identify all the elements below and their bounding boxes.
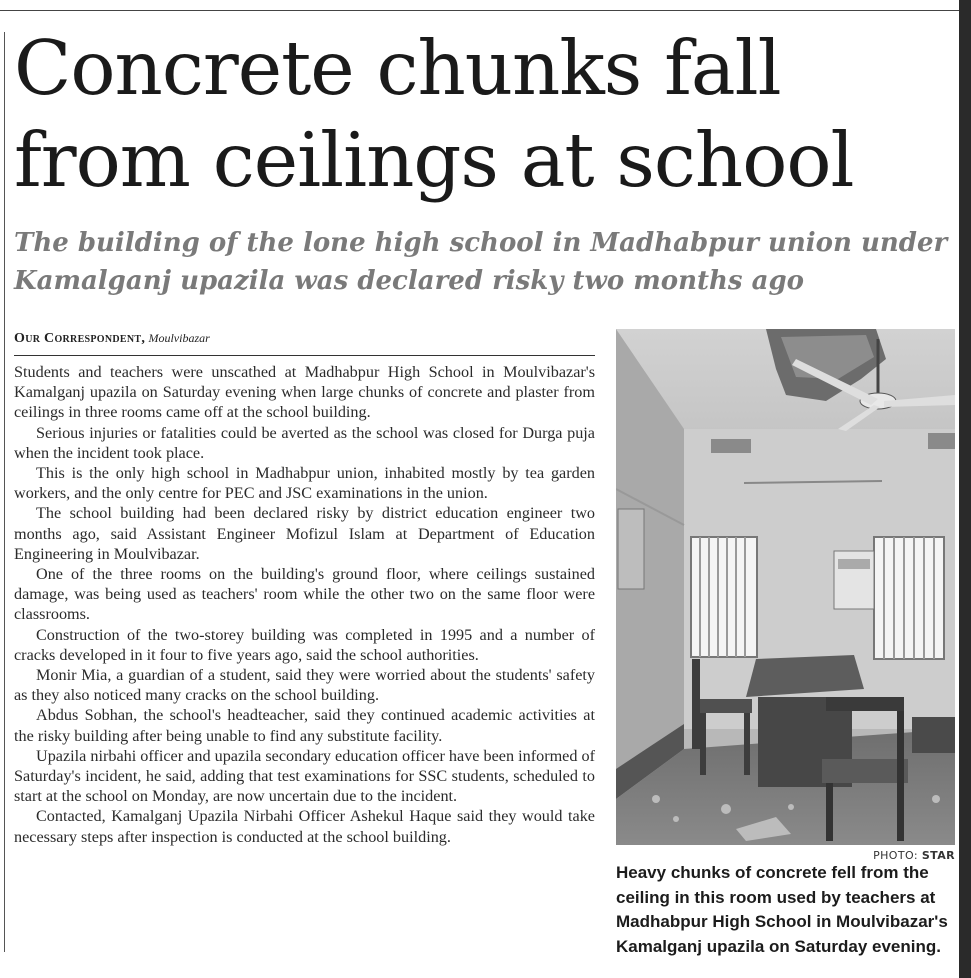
subheadline: The building of the lone high school in Madhabpur union under Kamalganj upazila was declared risky two months ago: [14, 228, 948, 296]
article-paragraph: Upazila nirbahi officer and upazila secondary education officer have been informed of Saturday's incident, he said, adding that test examinations for SSC students, scheduled to start at the school on Monday, are now uncertain due to the incident.: [14, 746, 595, 806]
article-paragraph: Contacted, Kamalganj Upazila Nirbahi Officer Ashekul Haque said they would take necessary steps after inspection is conducted at the school building.: [14, 807, 595, 846]
photo-credit-label: PHOTO:: [873, 849, 918, 862]
article-paragraph: Abdus Sobhan, the school's headteacher, said they continued academic activities at the risky building after being unable to find any substitute facility.: [14, 706, 595, 745]
classroom-photo-illustration: [616, 329, 955, 845]
top-rule: [0, 10, 960, 11]
article-paragraph: The school building had been declared risky by district education engineer two months ago, said Assistant Engineer Mofizul Islam at Department of Education Engineering in Moulvibazar.: [14, 504, 595, 563]
left-column-rule: [4, 32, 5, 952]
article-body: [14, 362, 595, 847]
headline: Concrete chunks fall from ceilings at school: [14, 24, 854, 204]
article-paragraph: One of the three rooms on the building's ground floor, where ceilings sustained damage, was being used as teachers' room while the other two on the same floor were classrooms.: [14, 565, 595, 624]
news-photo: [616, 329, 955, 845]
article-paragraph: Construction of the two-storey building was completed in 1995 and a number of cracks developed in it four to five years ago, said the school authorities.: [14, 625, 595, 664]
article-paragraph: Students and teachers were unscathed at Madhabpur High School in Moulvibazar's Kamalganj upazila on Saturday evening when large chunks of concrete and plaster from ceilings in three rooms came off at the school building.: [14, 363, 595, 422]
byline: [14, 330, 210, 347]
photo-credit-source: STAR: [921, 849, 955, 862]
byline-author: Our Correspondent,: [14, 331, 146, 346]
article-paragraph: This is the only high school in Madhabpur union, inhabited mostly by tea garden workers, and the only centre for PEC and JSC examinations in the union.: [14, 464, 595, 503]
byline-rule: [14, 355, 595, 356]
photo-caption: Heavy chunks of concrete fell from the ceiling in this room used by teachers at Madhabpur High School in Moulvibazar's Kamalganj upazila on Saturday evening.: [616, 863, 948, 956]
byline-location: Moulvibazar: [148, 331, 210, 345]
article-paragraph: Monir Mia, a guardian of a student, said they were worried about the students' safety as they also noticed many cracks on the school building.: [14, 666, 595, 705]
article-paragraph: Serious injuries or fatalities could be averted as the school was closed for Durga puja when the incident took place.: [14, 423, 595, 462]
